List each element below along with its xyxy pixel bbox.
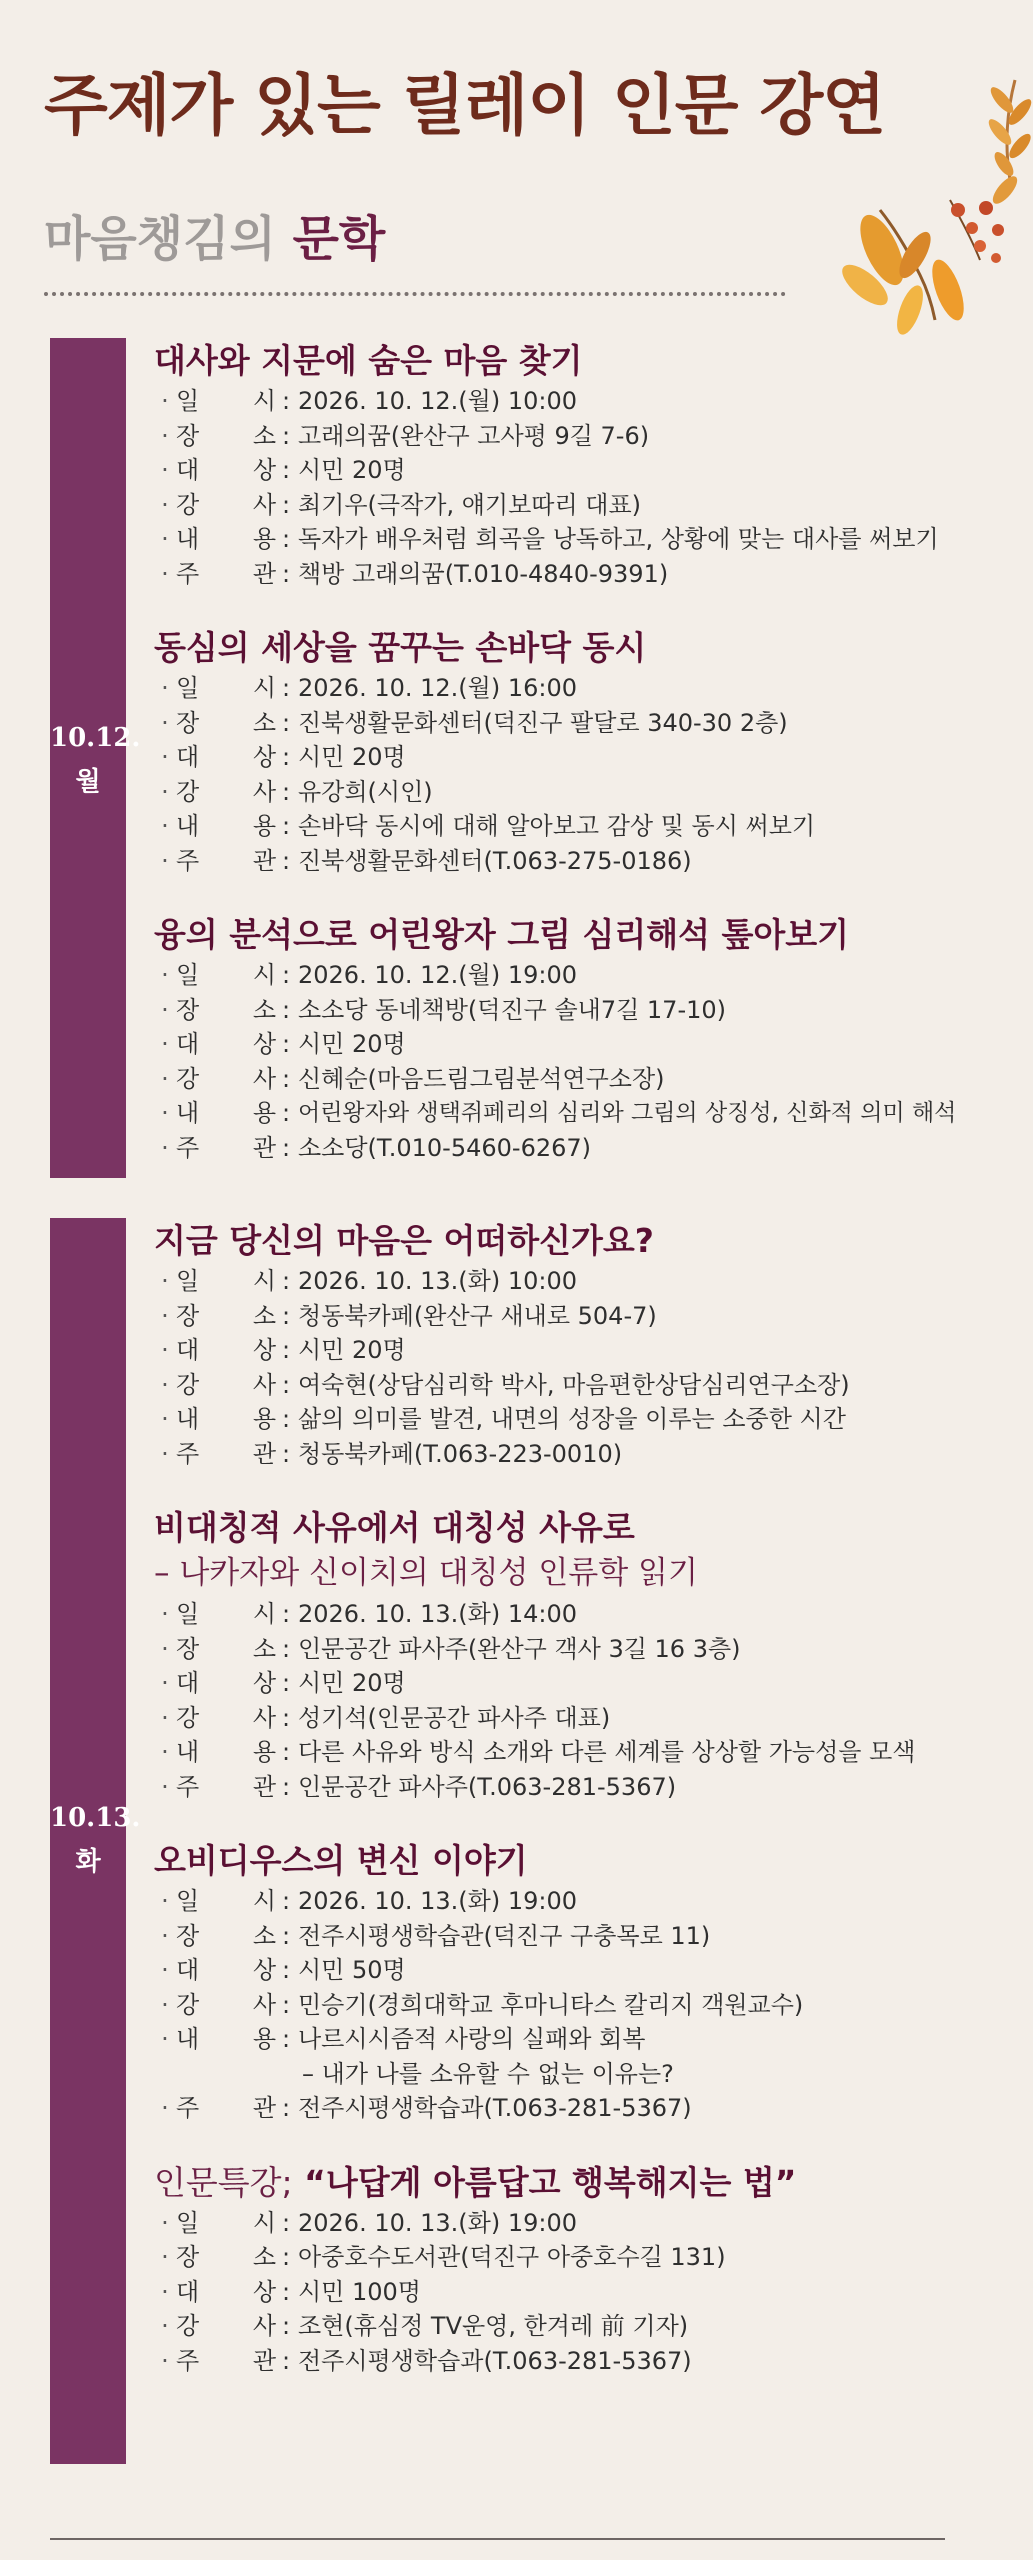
event-list bbox=[154, 1218, 980, 2412]
event-target-row: · 대 상 : 시민 20명 bbox=[154, 1333, 980, 1368]
event-target: 시민 20명 bbox=[298, 1030, 406, 1058]
event-title-main: “나답게 아름답고 행복해지는 법” bbox=[304, 2162, 797, 2202]
date-label-weekday: 월 bbox=[75, 767, 101, 797]
event-lecturer: 조현(휴심정 TV운영, 한겨레 前 기자) bbox=[298, 2312, 689, 2340]
event-target-row: · 대 상 : 시민 50명 bbox=[154, 1953, 980, 1988]
event-lecturer-row: · 강 사 : 민승기(경희대학교 후마니타스 칼리지 객원교수) bbox=[154, 1988, 980, 2023]
event-date-row: · 일 시 : 2026. 10. 12.(월) 10:00 bbox=[154, 384, 980, 419]
event-list bbox=[154, 338, 980, 1199]
day-block-1012 bbox=[50, 338, 980, 1178]
date-bar bbox=[50, 1218, 141, 2464]
event-content-row: · 내 용 : 나르시시즘적 사랑의 실패와 회복 bbox=[154, 2022, 980, 2057]
event-title: 지금 당신의 마음은 어떠하신가요? bbox=[154, 1221, 654, 1260]
event-target-row: · 대 상 : 시민 20명 bbox=[154, 453, 980, 488]
event-place: 고래의꿈(완산구 고사평 9길 7-6) bbox=[298, 421, 650, 450]
event-date: 2026. 10. 13.(화) 19:00 bbox=[298, 2208, 578, 2237]
event-item bbox=[154, 625, 980, 878]
event-date: 2026. 10. 12.(월) 10:00 bbox=[298, 387, 578, 415]
event-title bbox=[154, 2160, 980, 2206]
event-date-row: · 일 시 : 2026. 10. 13.(화) 10:00 bbox=[154, 1264, 980, 1299]
event-target-row: · 대 상 : 시민 20명 bbox=[154, 740, 980, 775]
event-item bbox=[154, 912, 980, 1165]
event-host: 전주시평생학습과(T.063-281-5367) bbox=[298, 2346, 692, 2375]
event-place: 인문공간 파사주(완산구 객사 3길 16 3층) bbox=[298, 1634, 741, 1663]
event-host: 소소당(T.010-5460-6267) bbox=[298, 1133, 592, 1162]
event-place-row: · 장 소 : 아중호수도서관(덕진구 아중호수길 131) bbox=[154, 2240, 980, 2275]
event-date: 2026. 10. 13.(화) 14:00 bbox=[298, 1600, 578, 1628]
event-content: 독자가 배우처럼 희곡을 낭독하고, 상황에 맞는 대사를 써보기 bbox=[298, 525, 939, 553]
event-title: 비대칭적 사유에서 대칭성 사유로 bbox=[154, 1508, 635, 1547]
event-host-row: · 주 관 : 인문공간 파사주(T.063-281-5367) bbox=[154, 1770, 980, 1805]
event-lecturer-row: · 강 사 : 성기석(인문공간 파사주 대표) bbox=[154, 1701, 980, 1736]
date-label bbox=[50, 1796, 141, 1884]
event-place-row: · 장 소 : 전주시평생학습관(덕진구 구충목로 11) bbox=[154, 1919, 980, 1954]
autumn-leaves-icon bbox=[820, 60, 1033, 350]
event-title: 동심의 세상을 꿈꾸는 손바닥 동시 bbox=[154, 628, 647, 667]
event-target-row: · 대 상 : 시민 20명 bbox=[154, 1666, 980, 1701]
event-content: 나르시시즘적 사랑의 실패와 회복 bbox=[298, 2025, 646, 2053]
event-place: 소소당 동네책방(덕진구 솔내7길 17-10) bbox=[298, 995, 727, 1024]
event-lecturer: 최기우(극작가, 얘기보따리 대표) bbox=[298, 490, 642, 519]
date-label-day: 10.13. bbox=[50, 1803, 141, 1833]
footer-divider bbox=[50, 2538, 945, 2540]
event-place-row: · 장 소 : 청동북카페(완산구 새내로 504-7) bbox=[154, 1299, 980, 1334]
event-item bbox=[154, 2160, 980, 2379]
event-place: 청동북카페(완산구 새내로 504-7) bbox=[298, 1301, 657, 1330]
event-date-row: · 일 시 : 2026. 10. 12.(월) 16:00 bbox=[154, 671, 980, 706]
event-content: 어린왕자와 생택쥐페리의 심리와 그림의 상징성, 신화적 의미 해석 bbox=[298, 1100, 957, 1126]
subtitle-gray: 마음챙김의 bbox=[44, 211, 276, 267]
event-place: 진북생활문화센터(덕진구 팔달로 340-30 2층) bbox=[298, 708, 788, 737]
dotted-divider bbox=[44, 292, 786, 296]
event-host: 전주시평생학습과(T.063-281-5367) bbox=[298, 2094, 692, 2122]
event-lecturer: 여숙현(상담심리학 박사, 마음편한상담심리연구소장) bbox=[298, 1370, 850, 1399]
event-lecturer-row: · 강 사 : 조현(휴심정 TV운영, 한겨레 前 기자) bbox=[154, 2309, 980, 2344]
event-place-row: · 장 소 : 진북생활문화센터(덕진구 팔달로 340-30 2층) bbox=[154, 706, 980, 741]
event-lecturer-row: · 강 사 : 유강희(시인) bbox=[154, 775, 980, 810]
event-lecturer: 신혜순(마음드림그림분석연구소장) bbox=[298, 1064, 665, 1093]
event-target: 시민 20명 bbox=[298, 1669, 406, 1697]
date-bar bbox=[50, 338, 141, 1178]
event-content-row: · 내 용 : 독자가 배우처럼 희곡을 낭독하고, 상황에 맞는 대사를 써보기 bbox=[154, 522, 980, 557]
event-target-row: · 대 상 : 시민 20명 bbox=[154, 1027, 980, 1062]
event-target-row: · 대 상 : 시민 100명 bbox=[154, 2275, 980, 2310]
event-host-row: · 주 관 : 진북생활문화센터(T.063-275-0186) bbox=[154, 844, 980, 879]
event-date-row: · 일 시 : 2026. 10. 13.(화) 19:00 bbox=[154, 2206, 980, 2241]
page-title: 주제가 있는 릴레이 인문 강연 bbox=[44, 67, 885, 144]
event-content-row: · 내 용 : 손바닥 동시에 대해 알아보고 감상 및 동시 써보기 bbox=[154, 809, 980, 844]
event-content-continued: – 내가 나를 소유할 수 없는 이유는? bbox=[302, 2059, 674, 2088]
event-place: 아중호수도서관(덕진구 아중호수길 131) bbox=[298, 2243, 726, 2271]
event-host: 청동북카페(T.063-223-0010) bbox=[298, 1439, 623, 1468]
event-title: 대사와 지문에 숨은 마음 찾기 bbox=[154, 341, 583, 380]
event-date-row: · 일 시 : 2026. 10. 13.(화) 19:00 bbox=[154, 1884, 980, 1919]
event-target: 시민 20명 bbox=[298, 1336, 406, 1364]
event-lecturer-row: · 강 사 : 신혜순(마음드림그림분석연구소장) bbox=[154, 1062, 980, 1097]
event-date: 2026. 10. 12.(월) 19:00 bbox=[298, 961, 578, 989]
event-host-row: · 주 관 : 전주시평생학습과(T.063-281-5367) bbox=[154, 2344, 980, 2379]
event-lecturer: 유강희(시인) bbox=[298, 777, 433, 806]
event-target: 시민 20명 bbox=[298, 743, 406, 771]
event-lecturer: 성기석(인문공간 파사주 대표) bbox=[298, 1703, 611, 1732]
event-lecturer-row: · 강 사 : 최기우(극작가, 얘기보따리 대표) bbox=[154, 488, 980, 523]
page-subtitle bbox=[44, 200, 385, 269]
day-block-1013 bbox=[50, 1218, 980, 2464]
event-host: 책방 고래의꿈(T.010-4840-9391) bbox=[298, 559, 669, 588]
event-content-row: · 내 용 : 다른 사유와 방식 소개와 다른 세계를 상상할 가능성을 모색 bbox=[154, 1735, 980, 1770]
event-target: 시민 50명 bbox=[298, 1956, 406, 1984]
event-title: 융의 분석으로 어린왕자 그림 심리해석 톺아보기 bbox=[154, 915, 850, 954]
event-place-row: · 장 소 : 고래의꿈(완산구 고사평 9길 7-6) bbox=[154, 419, 980, 454]
event-lecturer-row: · 강 사 : 여숙현(상담심리학 박사, 마음편한상담심리연구소장) bbox=[154, 1368, 980, 1403]
event-host-row: · 주 관 : 청동북카페(T.063-223-0010) bbox=[154, 1437, 980, 1472]
date-label bbox=[50, 716, 141, 804]
event-date-row: · 일 시 : 2026. 10. 13.(화) 14:00 bbox=[154, 1597, 980, 1632]
date-label-weekday: 화 bbox=[75, 1847, 101, 1877]
event-content-row: · 내 용 : 어린왕자와 생택쥐페리의 심리와 그림의 상징성, 신화적 의미 해석 bbox=[154, 1096, 980, 1131]
event-target: 시민 100명 bbox=[298, 2277, 421, 2306]
event-date: 2026. 10. 13.(화) 10:00 bbox=[298, 1267, 578, 1295]
date-label-day: 10.12. bbox=[50, 723, 141, 753]
subtitle-accent: 문학 bbox=[292, 211, 386, 267]
event-item bbox=[154, 1218, 980, 1471]
event-host: 진북생활문화센터(T.063-275-0186) bbox=[298, 846, 692, 875]
event-content: 손바닥 동시에 대해 알아보고 감상 및 동시 써보기 bbox=[298, 812, 816, 840]
event-host: 인문공간 파사주(T.063-281-5367) bbox=[298, 1772, 677, 1801]
event-place-row: · 장 소 : 인문공간 파사주(완산구 객사 3길 16 3층) bbox=[154, 1632, 980, 1667]
event-item bbox=[154, 1838, 980, 2126]
event-title-prefix: 인문특강; bbox=[154, 2162, 293, 2202]
event-title: 오비디우스의 변신 이야기 bbox=[154, 1841, 528, 1880]
event-date: 2026. 10. 12.(월) 16:00 bbox=[298, 674, 578, 702]
event-host-row: · 주 관 : 전주시평생학습과(T.063-281-5367) bbox=[154, 2091, 980, 2126]
event-content: 삶의 의미를 발견, 내면의 성장을 이루는 소중한 시간 bbox=[298, 1405, 846, 1433]
header bbox=[0, 0, 1033, 300]
event-lecturer: 민승기(경희대학교 후마니타스 칼리지 객원교수) bbox=[298, 1990, 804, 2019]
event-host-row: · 주 관 : 책방 고래의꿈(T.010-4840-9391) bbox=[154, 557, 980, 592]
event-place-row: · 장 소 : 소소당 동네책방(덕진구 솔내7길 17-10) bbox=[154, 993, 980, 1028]
event-item bbox=[154, 338, 980, 591]
event-date: 2026. 10. 13.(화) 19:00 bbox=[298, 1887, 578, 1915]
event-content-row: · 내 용 : 삶의 의미를 발견, 내면의 성장을 이루는 소중한 시간 bbox=[154, 1402, 980, 1437]
event-place: 전주시평생학습관(덕진구 구충목로 11) bbox=[298, 1921, 711, 1950]
event-target: 시민 20명 bbox=[298, 456, 406, 484]
event-content: 다른 사유와 방식 소개와 다른 세계를 상상할 가능성을 모색 bbox=[298, 1738, 916, 1766]
event-host-row: · 주 관 : 소소당(T.010-5460-6267) bbox=[154, 1131, 980, 1166]
event-subtitle: – 나카자와 신이치의 대칭성 인류학 읽기 bbox=[154, 1555, 698, 1591]
event-date-row: · 일 시 : 2026. 10. 12.(월) 19:00 bbox=[154, 958, 980, 993]
event-item bbox=[154, 1505, 980, 1804]
